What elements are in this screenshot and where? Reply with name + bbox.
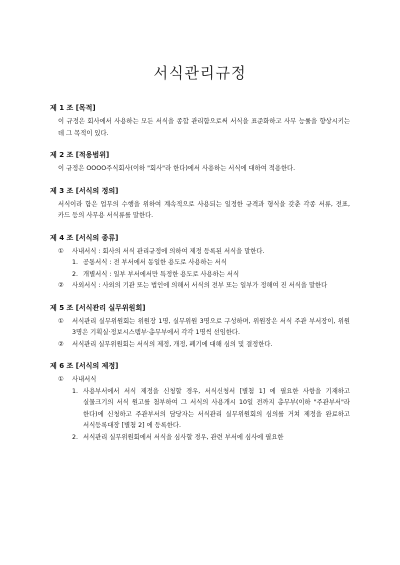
sub-text: 개별서식 : 일부 부서에서만 특정한 용도로 사용하는 서식 — [83, 270, 240, 278]
article-2 — [50, 150, 350, 175]
sub-text: 사용부서에서 서식 제정을 신청할 경우, 서식신청서 [별첨 1] 에 필요한 사항을 기재하고 실물크기의 서식 원고를 첨부하여 그 서식의 사용개시 10일 전까지 총무부(이하 "주관부서"라 한다)에 신청하고 주관부서의 담당자는 서식관리 실무위원회의 심의를 거쳐 제정을 완료하고 서식등록대장 [별첨 2] 에 등록한다. — [83, 387, 350, 429]
clause-item — [50, 280, 350, 292]
clause-marker: ① — [58, 317, 64, 325]
sub-marker: 2. — [72, 270, 79, 278]
sub-item — [50, 269, 350, 281]
article-heading: 제 6 조 [서식의 제정] — [50, 362, 119, 370]
article-5 — [50, 303, 350, 351]
clause-text: 사내서식 : 회사의 서식 관리규정에 의하여 제정 등록된 서식을 말한다. — [72, 247, 265, 255]
clause-marker: ① — [58, 376, 64, 383]
article-3 — [50, 186, 350, 222]
article-4 — [50, 233, 350, 292]
sub-item — [50, 432, 350, 444]
clause-text: 서식관리 실무위원회는 서식의 제정, 개정, 폐기에 대해 심의 및 결정한다. — [72, 340, 273, 348]
sub-marker: 2. — [72, 433, 79, 441]
sub-item — [50, 257, 350, 269]
clause-item — [50, 374, 350, 386]
clause-marker: ② — [58, 282, 64, 289]
clause-marker: ① — [58, 247, 64, 255]
article-paragraph: 서식이라 함은 업무의 수행을 위하여 계속적으로 사용되는 일정한 규격과 형식을 갖춘 각종 서류, 전표, 카드 등의 사무용 서식류를 말한다. — [58, 200, 350, 219]
clause-marker: ② — [58, 340, 64, 348]
clause-item — [50, 339, 350, 351]
clause-text: 서식관리 실무위원회는 위원장 1명, 실무위원 3명으로 구성하며, 위원장은 서식 주관 부서장이, 위원 3명은 기획실·정보시스템부·총무부에서 각각 1명씩 선임한다. — [72, 317, 350, 336]
sub-marker: 1. — [72, 387, 79, 395]
article-1 — [50, 103, 350, 139]
clause-item — [50, 246, 350, 258]
article-heading: 제 2 조 [적용범위] — [50, 151, 110, 159]
article-heading: 제 1 조 [목적] — [50, 104, 96, 112]
clause-item — [50, 316, 350, 339]
sub-text: 공통서식 : 전 부서에서 동일한 용도로 사용하는 서식 — [83, 259, 227, 266]
article-6 — [50, 361, 350, 443]
article-paragraph: 이 규정은 OOOO주식회사(이하 "회사"라 한다)에서 사용하는 서식에 대하여 적용한다. — [58, 165, 296, 172]
article-heading: 제 3 조 [서식의 정의] — [50, 186, 119, 195]
sub-text: 서식관리 실무위원회에서 서식을 심사할 경우, 관련 부서에 심사에 필요한 — [83, 433, 284, 441]
clause-text: 사내서식 — [72, 376, 97, 383]
article-heading: 제 5 조 [서식관리 실무위원회] — [50, 303, 146, 312]
sub-item — [50, 386, 350, 432]
document-body — [50, 103, 350, 454]
article-heading: 제 4 조 [서식의 종류] — [50, 233, 119, 242]
sub-marker: 1. — [72, 259, 79, 266]
article-paragraph: 이 규정은 회사에서 사용하는 모든 서식을 종합 관리함으로써 서식을 표준화하고 사무 능률을 향상시키는 데 그 목적이 있다. — [58, 118, 350, 137]
document-title: 서식관리규정 — [153, 64, 247, 82]
clause-text: 사외서식 : 사외의 기관 또는 법인에 의해서 서식의 전부 또는 일부가 정해여 진 서식을 말한다 — [72, 282, 328, 289]
